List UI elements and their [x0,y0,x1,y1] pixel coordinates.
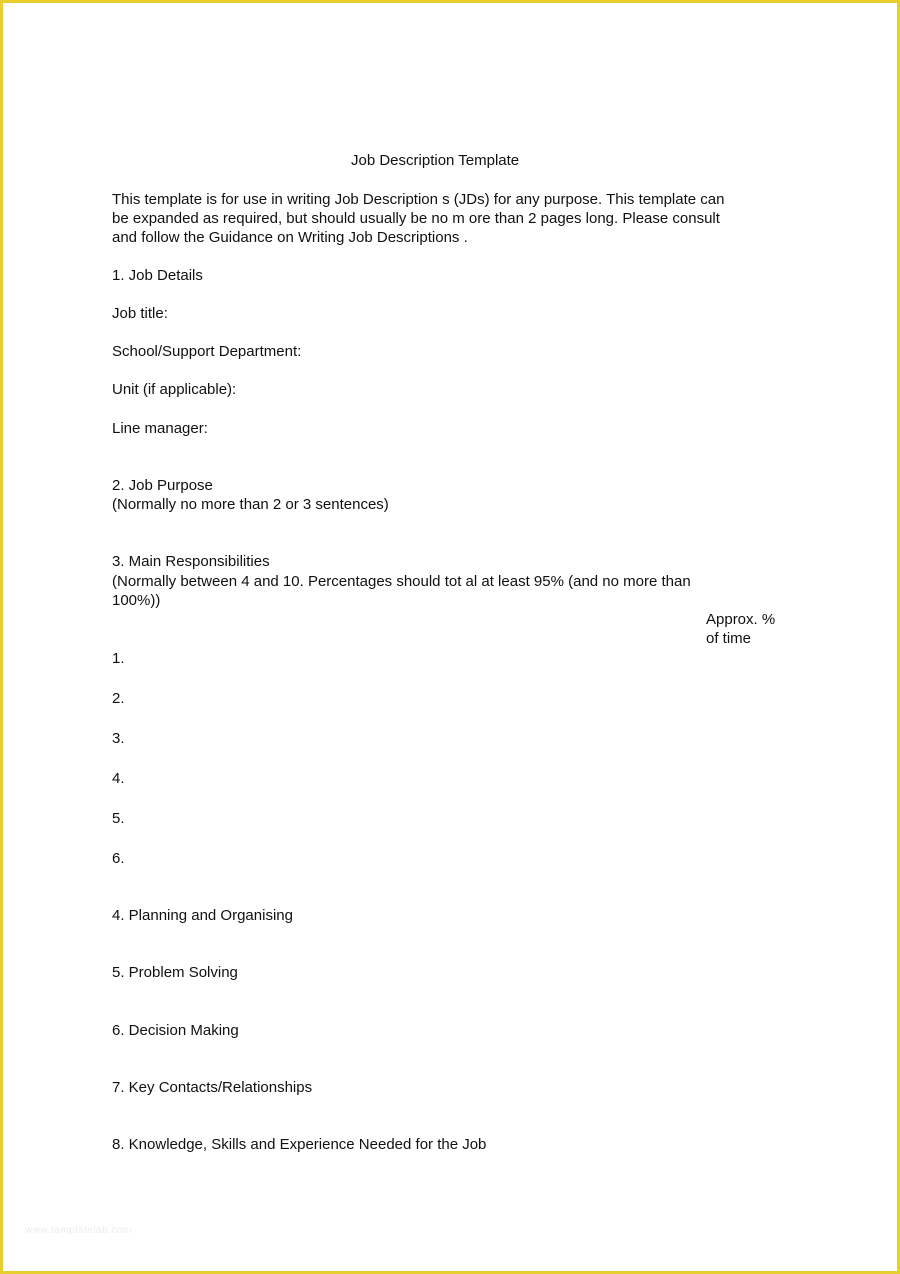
section-job-details-heading: 1. Job Details [112,267,203,284]
section-responsibilities-heading: 3. Main Responsibilities [112,553,270,570]
intro-line: be expanded as required, but should usually be no m ore than 2 pages long. Please consult [112,210,720,227]
section-job-purpose-heading: 2. Job Purpose [112,477,213,494]
responsibility-item: 6. [112,850,125,867]
approx-time-label: Approx. % of time [706,611,776,647]
section-job-purpose-note: (Normally no more than 2 or 3 sentences) [112,496,389,513]
intro-line: This template is for use in writing Job Description s (JDs) for any purpose. This template can [112,191,725,208]
section-decision-making-heading: 6. Decision Making [112,1022,239,1039]
watermark: www.templatelab.com [25,1225,132,1236]
field-department: School/Support Department: [112,343,302,360]
responsibility-item: 5. [112,810,125,827]
field-line-manager: Line manager: [112,420,208,437]
responsibility-item: 3. [112,730,125,747]
field-job-title: Job title: [112,305,168,322]
responsibilities-note-line: (Normally between 4 and 10. Percentages should tot al at least 95% (and no more than [112,573,691,590]
intro-paragraph [112,190,792,247]
document-title: Job Description Template [351,152,520,169]
responsibility-item: 2. [112,690,125,707]
section-planning-heading: 4. Planning and Organising [112,907,293,924]
responsibility-item: 4. [112,770,125,787]
intro-line: and follow the Guidance on Writing Job Descriptions . [112,229,468,246]
section-key-contacts-heading: 7. Key Contacts/Relationships [112,1079,313,1096]
section-knowledge-heading: 8. Knowledge, Skills and Experience Needed for the Job [112,1136,487,1153]
responsibilities-note-line: 100%)) [112,592,161,609]
responsibility-item: 1. [112,650,125,667]
field-unit: Unit (if applicable): [112,381,237,398]
section-problem-solving-heading: 5. Problem Solving [112,964,238,981]
